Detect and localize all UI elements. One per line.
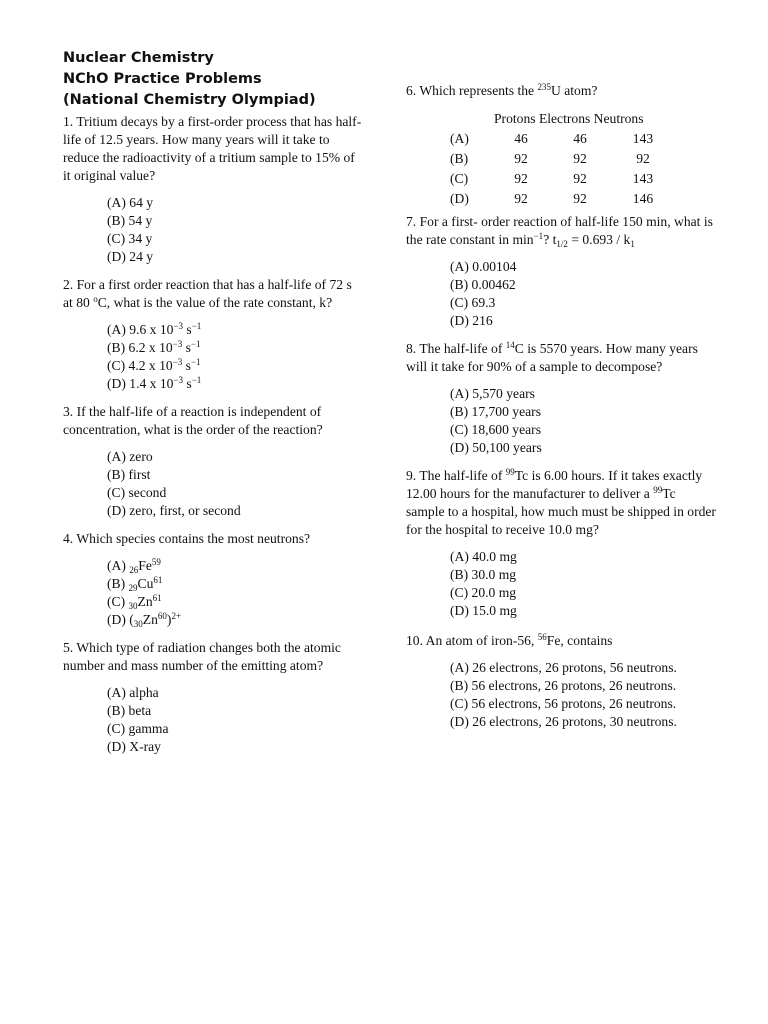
question-6-text [406,82,716,100]
electrons-cell: 46 [573,131,587,146]
document-header [63,48,363,111]
option-unit: s [183,376,192,391]
option-label: (A) 9.6 x 10 [107,322,174,337]
question-7 [406,213,716,330]
option: (B) 17,700 years [450,404,541,419]
question-9-options [450,548,716,620]
protons-cell: 92 [514,191,528,206]
option: (B) 54 y [107,213,153,228]
table-row [450,169,674,189]
option-label: (A) [107,558,130,573]
option-unit-exponent: −1 [190,339,201,349]
subscript: 1 [630,239,635,249]
element-symbol: Zn [142,612,158,627]
option: (A) zero [107,449,153,464]
option: (A) alpha [107,685,159,700]
atomic-number: 30 [133,619,143,629]
right-column [406,82,716,739]
question-4 [63,530,363,629]
option-label: (B) 6.2 x 10 [107,340,173,355]
question-7-text-a: 7. For a first- order reaction of half-life 150 min, what is the rate constant in min [406,214,713,247]
option-unit-exponent: −1 [190,357,201,367]
option: (A) 5,570 years [450,386,535,401]
table-header: Protons Electrons Neutrons [494,111,644,126]
mass-number: 59 [151,557,161,567]
option-label: (C) [107,594,129,609]
option: (C) gamma [107,721,169,736]
element-symbol: Zn [137,594,153,609]
question-7-text [406,213,716,249]
question-6 [406,82,716,209]
option: (C) 20.0 mg [450,585,517,600]
option-unit-exponent: −1 [191,375,202,385]
neutrons-cell: 92 [636,151,650,166]
option: (C) 34 y [107,231,153,246]
electrons-cell: 92 [573,171,587,186]
question-7-text-b: ? t [543,232,557,247]
atomic-number: 26 [129,565,139,575]
question-2-text-a: 2. For a first order reaction that has a half-life of 72 s at 80 [63,277,352,310]
question-9-text-c: Tc sample to a hospital, how much must be shipped in order for the hospital to receive 10.0 mg? [406,486,716,537]
question-2-text [63,276,363,312]
question-1-text: 1. Tritium decays by a first-order process that has half-life of 12.5 years. How many years will it take to reduce the radioactivity of a tritium sample to 15% of it original value? [63,114,362,183]
table-row [450,129,674,149]
question-1-options [107,194,363,266]
option [107,339,363,357]
header-title: Nuclear Chemistry [63,50,214,66]
question-7-options [450,258,716,330]
mass-number: 14 [505,340,515,350]
question-5-text: 5. Which type of radiation changes both the atomic number and mass number of the emitting atom? [63,640,341,673]
close-paren: ) [166,612,172,627]
question-2-text-b: C, what is the value of the rate constant, k? [97,295,333,310]
option: (C) second [107,485,167,500]
option-label: (C) 4.2 x 10 [107,358,173,373]
option: (C) 69.3 [450,295,496,310]
mass-number: 61 [152,593,162,603]
electrons-cell: 92 [573,191,587,206]
option-unit: s [182,340,191,355]
option: (D) 50,100 years [450,440,542,455]
question-8-text-b: C is 5570 years. How many years will it take for 90% of a sample to decompose? [406,341,698,374]
option-exponent: −3 [172,357,183,367]
question-3-text: 3. If the half-life of a reaction is independent of concentration, what is the order of the reaction? [63,404,323,437]
option [107,593,363,611]
question-10-text-b: Fe, contains [546,633,613,648]
question-9-text-a: 9. The half-life of [406,468,506,483]
question-10-text [406,632,716,650]
option: (B) 56 electrons, 26 protons, 26 neutrons. [450,678,677,693]
option: (A) 0.00104 [450,259,517,274]
question-4-text: 4. Which species contains the most neutrons? [63,531,311,546]
row-label: (D) [450,191,469,206]
header-subtitle: NChO Practice Problems [63,71,262,87]
option: (B) 0.00462 [450,277,516,292]
question-9-text [406,467,716,539]
question-9-text-b: Tc is 6.00 hours. If it takes exactly 12.00 hours for the manufacturer to deliver a [406,468,703,501]
option: (D) 15.0 mg [450,603,517,618]
row-label: (A) [450,131,469,146]
question-8-text-a: 8. The half-life of [406,341,506,356]
option: (D) X-ray [107,739,161,754]
table-header-spacer [450,109,494,129]
mass-number: 99 [505,467,515,477]
protons-cell: 92 [514,151,528,166]
mass-number: 56 [537,632,547,642]
question-3-options [107,448,363,520]
option: (C) 18,600 years [450,422,541,437]
option: (B) 30.0 mg [450,567,517,582]
question-6-table [450,109,674,209]
table-header-row [450,109,674,129]
option-unit: s [182,358,191,373]
option [107,375,363,393]
table-row [450,189,674,209]
question-10-options [450,659,716,731]
protons-cell: 92 [514,171,528,186]
element-symbol: Cu [137,576,154,591]
option: (D) 216 [450,313,493,328]
mass-number: 61 [153,575,163,585]
question-9 [406,467,716,620]
option [107,557,363,575]
option-exponent: −3 [173,321,184,331]
mass-number: 235 [537,82,551,92]
neutrons-cell: 143 [632,171,654,186]
atomic-number: 30 [128,601,138,611]
option: (C) 56 electrons, 56 protons, 26 neutrons. [450,696,677,711]
option: (D) 26 electrons, 26 protons, 30 neutrons. [450,714,677,729]
option: (A) 64 y [107,195,154,210]
option-unit-exponent: −1 [191,321,202,331]
mass-number: 99 [653,485,663,495]
element-symbol: Fe [138,558,152,573]
question-6-text-a: 6. Which represents the [406,83,538,98]
option-exponent: −3 [172,339,183,349]
question-5-options [107,684,363,756]
ion-charge: 2+ [171,611,182,621]
atomic-number: 29 [128,583,138,593]
question-1 [63,113,363,266]
option-label: (B) [107,576,129,591]
option [107,357,363,375]
subscript: 1/2 [556,239,568,249]
question-6-text-b: U atom? [551,83,598,98]
option: (B) beta [107,703,152,718]
question-7-text-c: = 0.693 / k [567,232,631,247]
degree-symbol: o [93,294,98,304]
exponent: −1 [533,231,544,241]
question-8-options [450,385,716,457]
option [107,575,363,593]
header-source: (National Chemistry Olympiad) [63,92,316,108]
question-10-text-a: 10. An atom of iron-56, [406,633,538,648]
option [107,321,363,339]
question-10 [406,632,716,731]
protons-cell: 46 [514,131,528,146]
question-2 [63,276,363,393]
neutrons-cell: 143 [632,131,654,146]
row-label: (C) [450,171,469,186]
question-3 [63,403,363,520]
option: (D) zero, first, or second [107,503,241,518]
option-label: (D) 1.4 x 10 [107,376,174,391]
question-8 [406,340,716,457]
neutrons-cell: 146 [632,191,654,206]
option-label: (D) ( [107,612,134,627]
option-exponent: −3 [173,375,184,385]
question-4-options [107,557,363,629]
question-2-options [107,321,363,393]
mass-number: 60 [157,611,167,621]
option-unit: s [183,322,192,337]
question-5 [63,639,363,756]
option: (B) first [107,467,151,482]
option: (A) 40.0 mg [450,549,517,564]
option: (A) 26 electrons, 26 protons, 56 neutrons. [450,660,677,675]
table-row [450,149,674,169]
row-label: (B) [450,151,469,166]
electrons-cell: 92 [573,151,587,166]
left-column [63,48,363,764]
question-8-text [406,340,716,376]
option: (D) 24 y [107,249,154,264]
option [107,611,363,629]
